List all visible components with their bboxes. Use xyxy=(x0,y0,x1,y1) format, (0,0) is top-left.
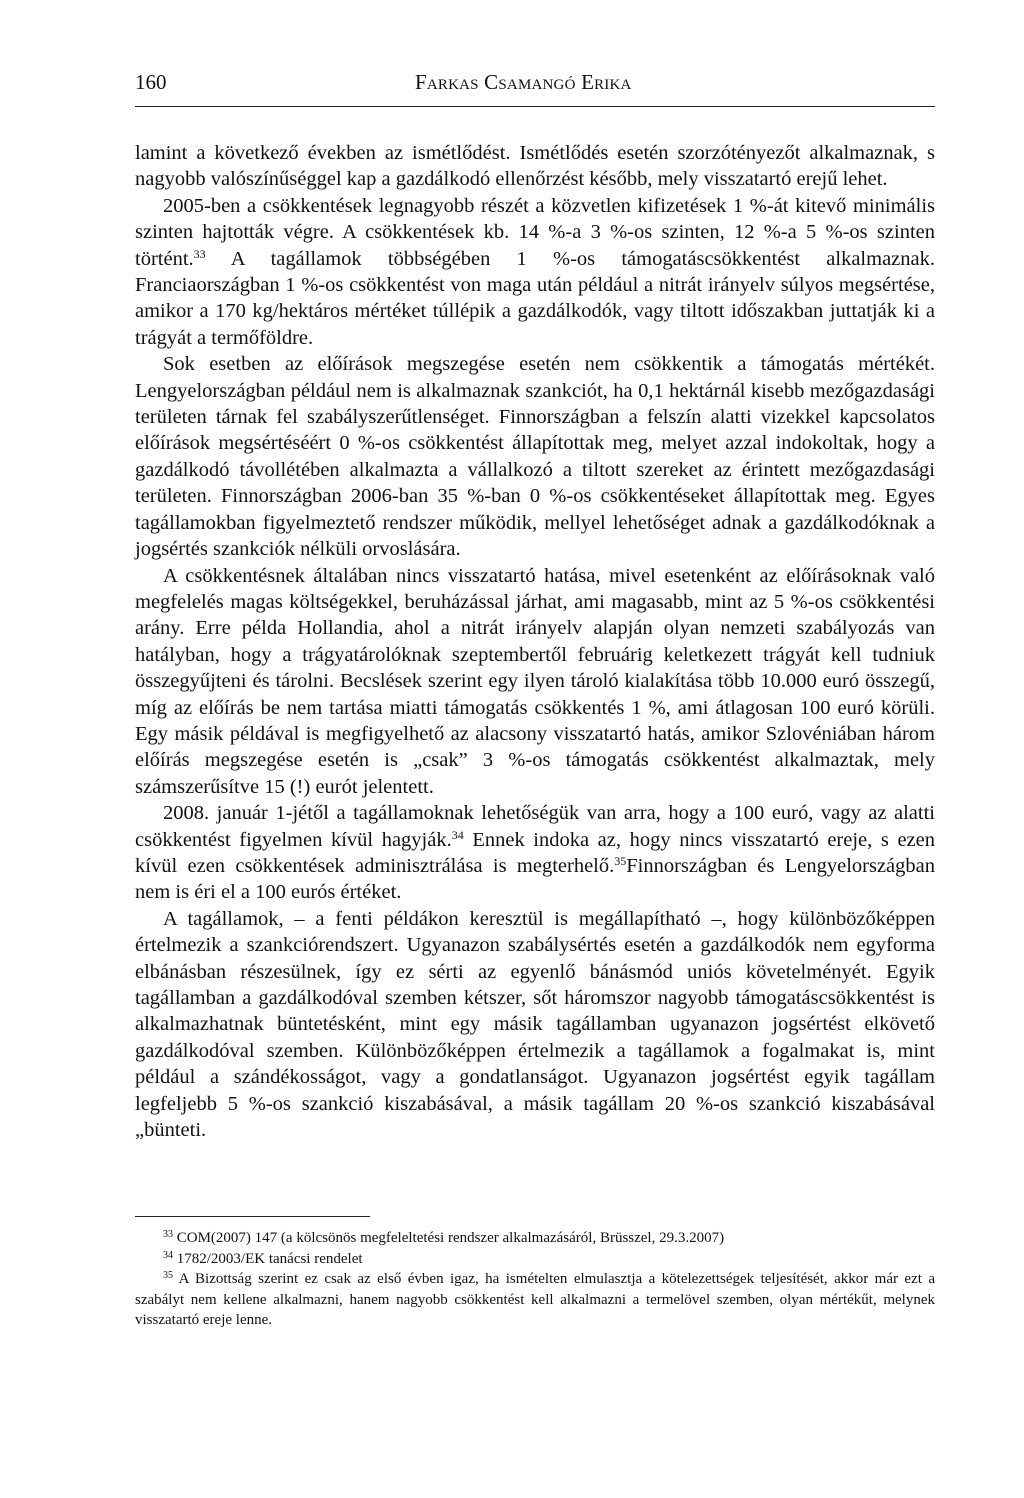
running-head: Farkas Csamangó Erika xyxy=(415,70,632,94)
paragraph-2: 2005-ben a csökkentések legnagyobb részét a közvetlen kifizetések 1 %-át kitevő minimális szinten hajtották végre. A csökkentések kb. 14 %-a 3 %-os szinten, 12 %-a 5 %-os szinten történt.$^{33}$ A tagállamok többségében 1 %-os támogatáscsökkentést alkalmaznak. Franciaországban 1 %-os csökkentést von maga után például a nitrát irányelv súlyos megsértése, amikor a 170 kg/hektáros mértéket túllépik a gazdálkodók, vagy tiltott időszakban juttatják ki a trágyát a termőföldre. xyxy=(135,194,935,349)
footnotes xyxy=(135,1228,935,1331)
footnote-ref-35[interactable]: 35 xyxy=(614,853,627,868)
footnote-34: $^{34}$ 1782/2003/EK tanácsi rendelet xyxy=(163,1249,363,1267)
page-number: 160 xyxy=(135,70,167,94)
body-text xyxy=(135,140,935,1143)
paragraph-5: 2008. január 1-jétől a tagállamoknak lehetőségük van arra, hogy a 100 euró, vagy az alatti csökkentést figyelmen kívül hagyják.$^{34}$ Ennek indoka az, hogy nincs visszatartó ereje, s ezen kívül ezen csökkentések adminisztrálása is megterhelő.$^{35}$Finnországban és Lengyelországban nem is éri el a 100 eurós értéket. xyxy=(135,802,935,904)
paragraph-3: Sok esetben az előírások megszegése esetén nem csökkentik a támogatás mértékét. Lengyelországban például nem is alkalmaznak szankciót, ha 0,1 hektárnál kisebb mezőgazdasági területen tárnak fel szabályszerűtlenséget. Finnországban a felszín alatti vizekkel kapcsolatos előírások megsértéséért 0 %-os csökkentést állapítottak meg, melyet azzal indokoltak, hogy a gazdálkodó távollétében alkalmazta a vállalkozó a tiltott szereket az érintett mezőgazdasági területen. Finnországban 2006-ban 35 %-ban 0 %-os csökkentéseket állapítottak meg. Egyes tagállamokban figyelmeztető rendszer működik, mellyel lehetőséget adnak a gazdálkodóknak a jogsértés szankciók nélküli orvoslására. xyxy=(135,353,935,561)
footnote-ref-33[interactable]: 33 xyxy=(193,246,206,261)
paragraph-6: A tagállamok, – a fenti példákon keresztül is megállapítható –, hogy különbözőképpen értelmezik a szankciórendszert. Ugyanazon szabálysértés esetén a gazdálkodók nem egyforma elbánásban részesülnek, így ez sérti az egyenlő bánásmód uniós követelményét. Egyik tagállamban a gazdálkodóval szemben kétszer, sőt háromszor nagyobb támogatáscsökkentést is alkalmazhatnak büntetésként, mint egy másik tagállamban ugyanazon jogsértést elkövető gazdálkodóval szemben. Különbözőképpen értelmezik a tagállamok a fogalmakat is, mint például a szándékosságot, vagy a gondatlanságot. Ugyanazon jogsértést egyik tagállam legfeljebb 5 %-os szankció kiszabásával, a másik tagállam 20 %-os szankció kiszabásával „bünteti. xyxy=(135,907,935,1142)
footnote-35: $^{35}$ A Bizottság szerint ez csak az első évben igaz, ha ismételten elmulasztja a kötelezettségek teljesítését, akkor már ezt a szabályt nem kellene alkalmazni, hanem nagyobb csökkentést kell alkalmazni a termelövel szemben, olyan mértékűt, melynek visszatartó ereje lenne. xyxy=(135,1270,935,1328)
paragraph-1: lamint a következő években az ismétlődést. Ismétlődés esetén szorzótényezőt alkalmaznak, s nagyobb valószínűséggel kap a gazdálkodó ellenőrzést később, mely visszatartó erejű lehet. xyxy=(135,142,935,191)
footnote-33: $^{33}$ COM(2007) 147 (a kölcsönös megfeleltetési rendszer alkalmazásáról, Brüsszel, 29.3.2007) xyxy=(163,1229,725,1246)
header-rule xyxy=(135,106,935,107)
page-header xyxy=(135,70,935,98)
footnote-rule xyxy=(135,1216,370,1217)
footnote-ref-34[interactable]: 34 xyxy=(451,827,464,842)
paragraph-4: A csökkentésnek általában nincs visszatartó hatása, mivel esetenként az előírásoknak való megfelelés magas költségekkel, beruházással járhat, ami magasabb, mint az 5 %-os csökkentési arány. Erre példa Hollandia, ahol a nitrát irányelv alapján olyan nemzeti szabályozás van hatályban, hogy a trágyatárolóknak szeptembertől februárig keletkezett trágyát kell tudniuk összegyűjteni és tárolni. Becslések szerint egy ilyen tároló kialakítása több 10.000 euró összegű, míg az előírás be nem tartása miatti támogatás csökkentés 1 %, ami átlagosan 100 euró körüli. Egy másik példával is megfigyelhető az alacsony visszatartó hatás, amikor Szlovéniában három előírás megszegése esetén is „csak” 3 %-os támogatás csökkentést alkalmaztak, mely számszerűsítve 15 (!) eurót jelentett. xyxy=(135,564,935,798)
